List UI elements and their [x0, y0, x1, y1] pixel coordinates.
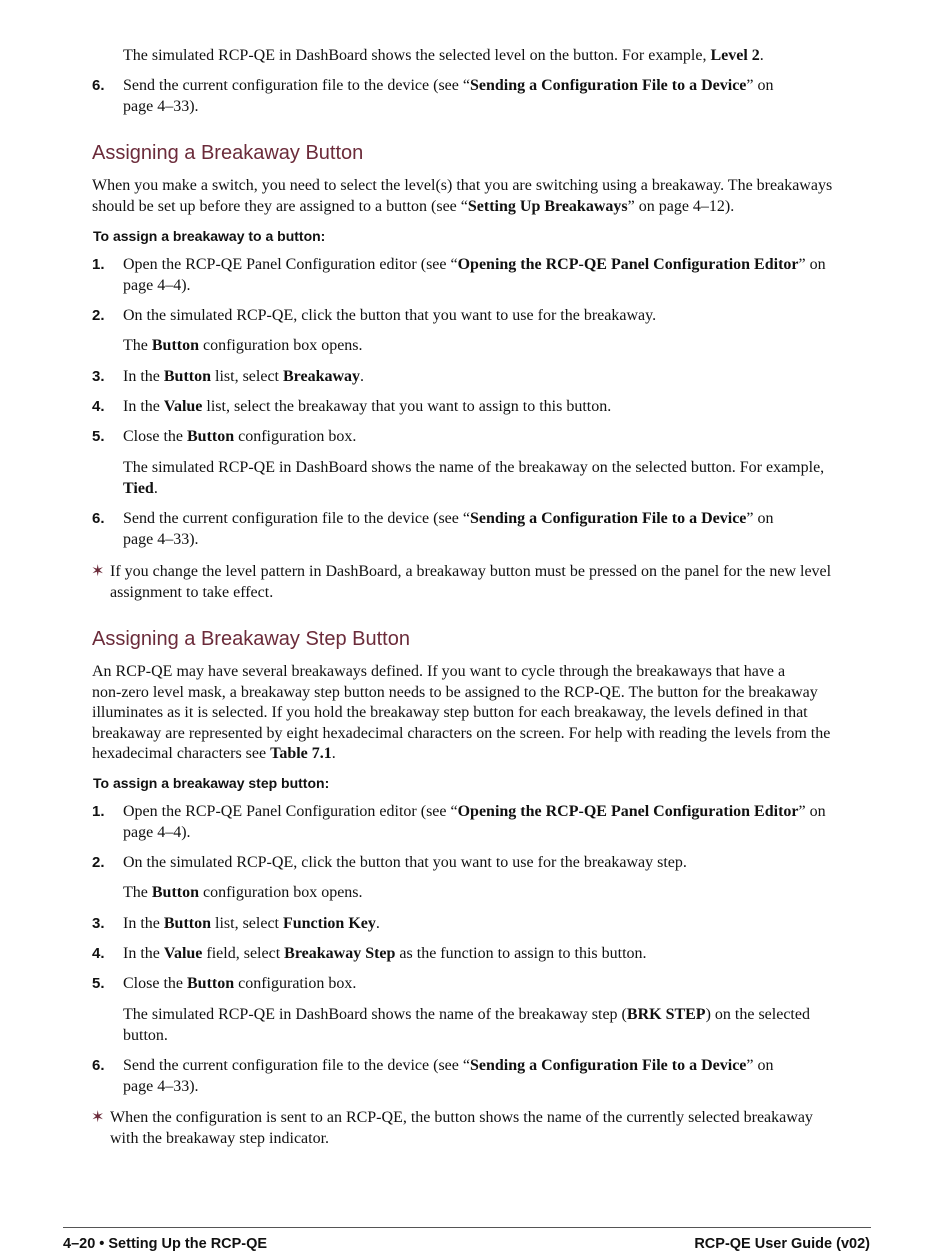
note-text: If you change the level pattern in DashBoard, a breakaway button must be pressed on the panel for the new level	[110, 563, 832, 580]
procedure-title: To assign a breakaway to a button:	[93, 228, 326, 244]
asterisk-note-icon: ✶	[91, 561, 105, 580]
step-number: 3.	[92, 915, 105, 932]
step-number: 4.	[92, 945, 105, 962]
step-text-continued: page 4–4).	[123, 276, 191, 294]
step-number: 4.	[92, 398, 105, 415]
step-text: On the simulated RCP-QE, click the button that you want to use for the breakaway step.	[123, 854, 687, 871]
step-number: 2.	[92, 307, 105, 324]
asterisk-note-icon: ✶	[91, 1107, 105, 1126]
intro-paragraph: When you make a switch, you need to select the level(s) that you are switching using a breakaway. The breakaways	[92, 177, 833, 194]
step-number: 6.	[92, 510, 105, 527]
intro-paragraph: An RCP-QE may have several breakaways defined. If you want to cycle through the breakaways that have a	[92, 663, 786, 680]
step-number: 6.	[92, 77, 105, 94]
level-result-text: The simulated RCP-QE in DashBoard shows the selected level on the button. For example, Level 2.	[123, 47, 764, 64]
step-result: The simulated RCP-QE in DashBoard shows the name of the breakaway on the selected button. For example,	[123, 459, 825, 476]
step-text: On the simulated RCP-QE, click the button that you want to use for the breakaway.	[123, 307, 657, 324]
step-text: In the Value list, select the breakaway that you want to assign to this button.	[123, 398, 612, 415]
step-text-continued: page 4–33).	[123, 1077, 199, 1095]
step-text: In the Button list, select Breakaway.	[123, 368, 365, 385]
step-result: The Button configuration box opens.	[123, 884, 363, 901]
step-number: 3.	[92, 368, 105, 385]
note-text-continued: with the breakaway step indicator.	[110, 1130, 330, 1147]
step-text: Close the Button configuration box.	[123, 428, 357, 445]
intro-paragraph: illuminates as it is selected. If you hold the breakaway step button for each breakaway, the levels defined in that	[92, 704, 808, 721]
step-text: Send the current configuration file to the device (see “Sending a Configuration File to a Device” on	[123, 510, 774, 527]
procedure-title: To assign a breakaway step button:	[93, 775, 330, 791]
step-text-continued: page 4–4).	[123, 823, 191, 841]
intro-paragraph: should be set up before they are assigned to a button (see “Setting Up Breakaways” on page 4–12).	[92, 197, 735, 215]
step-number: 2.	[92, 854, 105, 871]
step-text: In the Button list, select Function Key.	[123, 915, 380, 932]
step-text: Close the Button configuration box.	[123, 975, 357, 992]
intro-paragraph: non-zero level mask, a breakaway step button needs to be assigned to the RCP-QE. The button for the breakaway	[92, 683, 818, 701]
step-text-continued: page 4–33).	[123, 97, 199, 115]
step-result-continued: button.	[123, 1026, 168, 1044]
step-number: 5.	[92, 428, 105, 445]
step-text: Open the RCP-QE Panel Configuration editor (see “Opening the RCP-QE Panel Configuration Editor” on	[123, 803, 826, 820]
step-result: The Button configuration box opens.	[123, 337, 363, 354]
step-number: 6.	[92, 1057, 105, 1074]
section-heading-breakaway: Assigning a Breakaway Button	[92, 142, 364, 164]
step-number: 1.	[92, 803, 105, 820]
footer-rule	[63, 1227, 871, 1228]
step-result: The simulated RCP-QE in DashBoard shows the name of the breakaway step (BRK STEP) on the selected	[123, 1006, 810, 1023]
step-text: Send the current configuration file to the device (see “Sending a Configuration File to a Device” on	[123, 1057, 774, 1074]
note-text: When the configuration is sent to an RCP-QE, the button shows the name of the currently selected breakaway	[110, 1109, 813, 1126]
step-number: 5.	[92, 975, 105, 992]
footer-guide-title: RCP-QE User Guide (v02)	[694, 1236, 870, 1252]
step-text: In the Value field, select Breakaway Step as the function to assign to this button.	[123, 945, 647, 962]
intro-paragraph: breakaway are represented by eight hexadecimal characters on the screen. For help with reading the levels from the	[92, 724, 831, 742]
step-number: 1.	[92, 256, 105, 273]
intro-paragraph: hexadecimal characters see Table 7.1.	[92, 745, 336, 762]
note-text-continued: assignment to take effect.	[110, 583, 274, 601]
footer-page-label: 4–20 • Setting Up the RCP-QE	[63, 1236, 268, 1252]
step-result-continued: Tied.	[123, 479, 158, 497]
step-text: Send the current configuration file to the device (see “Sending a Configuration File to a Device” on	[123, 77, 774, 94]
step-text-continued: page 4–33).	[123, 530, 199, 548]
step-text: Open the RCP-QE Panel Configuration editor (see “Opening the RCP-QE Panel Configuration Editor” on	[123, 256, 826, 273]
section-heading-breakaway-step: Assigning a Breakaway Step Button	[92, 628, 410, 650]
